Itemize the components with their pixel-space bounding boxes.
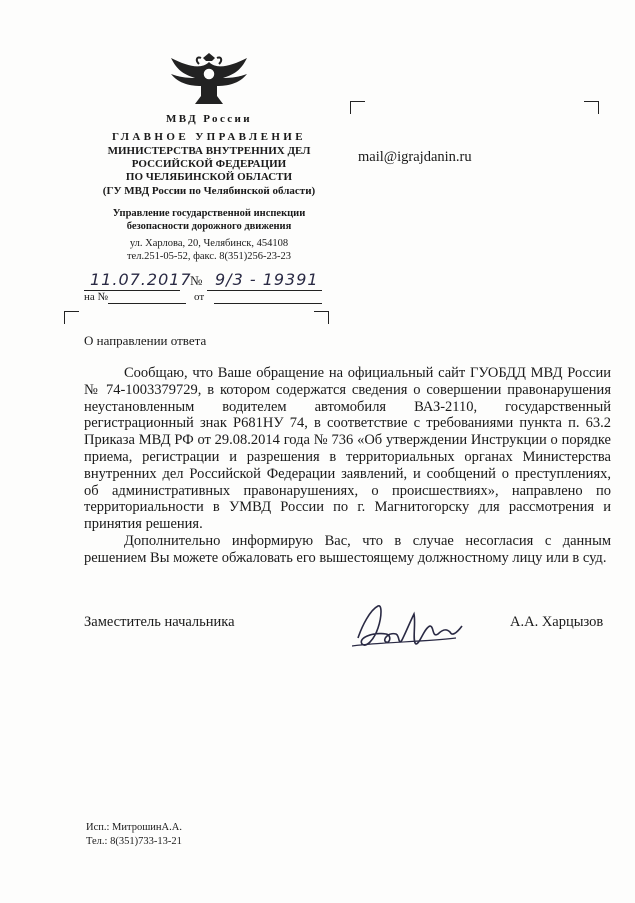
org-line-2: РОССИЙСКОЙ ФЕДЕРАЦИИ [131,158,287,170]
subject-corner-left [64,311,79,324]
signer-position: Заместитель начальника [84,614,235,630]
agency-short: МВД России [165,113,252,125]
executor-name: Исп.: МитрошинА.А. [86,822,182,833]
recipient-corner-right [584,101,599,114]
eagle-emblem-icon [165,52,253,108]
recipient-email: mail@igrajdanin.ru [358,149,472,165]
subject-corner-right [314,311,329,324]
recipient-corner-left [350,101,365,114]
date-line [84,270,192,291]
ref-label: на № [84,291,109,303]
subject-line: О направлении ответа [84,333,207,348]
unit-line-2: безопасности дорожного движения [126,221,292,232]
registration-number: 9/3 - 19391 [215,270,319,289]
executor-phone: Тел.: 8(351)733-13-21 [86,836,182,847]
handwritten-signature [352,598,472,658]
org-line-3: ПО ЧЕЛЯБИНСКОЙ ОБЛАСТИ [125,171,293,183]
body-paragraph-2: Дополнительно информирую Вас, что в случае несогласия с данным решением Вы можете обжаловать его вышестоящему должностному лицу или в суд. [84,532,611,566]
ref-from-label: от [194,291,205,303]
registration-date: 11.07.2017 [90,270,192,289]
org-line-1: МИНИСТЕРСТВА ВНУТРЕННИХ ДЕЛ [107,145,311,157]
org-heading: ГЛАВНОЕ УПРАВЛЕНИЕ [111,131,306,143]
unit-line-1: Управление государственной инспекции [112,208,306,219]
letter-body [84,365,611,567]
number-sign: № [190,273,203,288]
ref-number-line [108,302,186,304]
body-paragraph-1: Сообщаю, что Ваше обращение на официальный сайт ГУОБДД МВД России № 74-1003379729, в котором содержатся сведения о совершении правонарушения неустановленным водителем автомобиля ВАЗ-2110, государственный регистрационный знак Р681НУ 74, в соответствие с требованиями пункта п. 63.2 Приказа МВД РФ от 29.08.2014 года № 736 «Об утверждении Инструкции о порядке приема, регистрации и разрешения в территориальных органах Министерства внутренних дел Российской Федерации заявлений, и сообщений о преступлениях, об административных правонарушениях, о происшествиях», направлено по территориальности в УМВД России по г. Магнитогорску для рассмотрения и принятия решения. [84,365,611,533]
signer-name: А.А. Харцызов [510,614,604,630]
address: ул. Харлова, 20, Челябинск, 454108 [129,238,289,249]
org-abbreviation: (ГУ МВД России по Челябинской области) [102,185,316,197]
ref-date-line [214,302,322,304]
phones: тел.251-05-52, факс. 8(351)256-23-23 [126,251,292,262]
number-line [207,270,322,291]
